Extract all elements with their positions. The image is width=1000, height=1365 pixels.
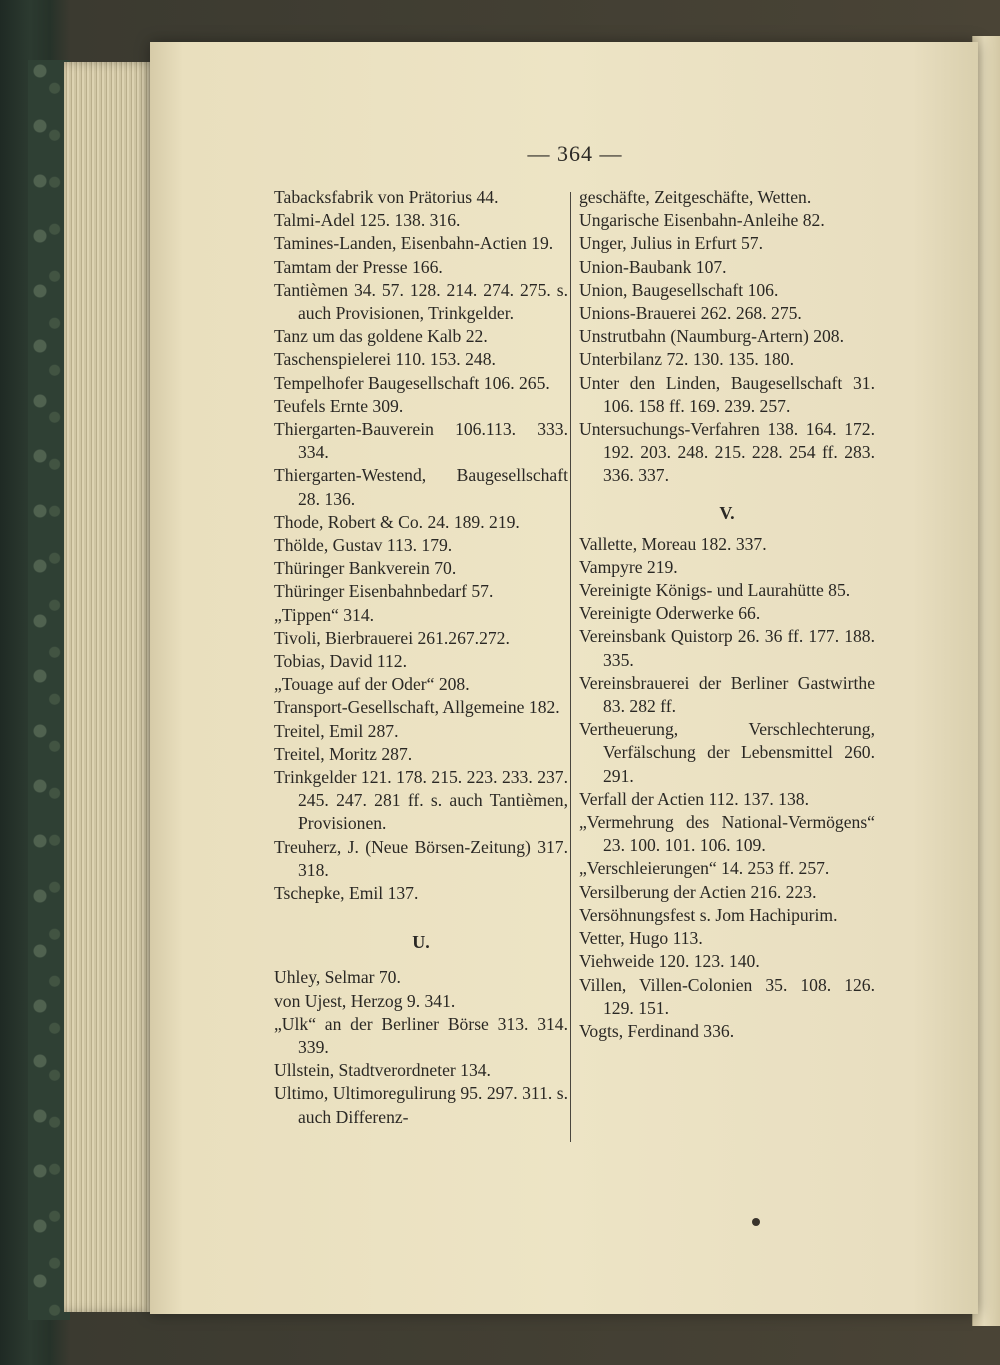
index-column-right — [579, 186, 875, 1043]
index-entry: Thiergarten-Bauverein 106.113. 333. 334. — [274, 419, 568, 463]
index-entry: Tschepke, Emil 137. — [274, 883, 419, 904]
section-heading-v: V. — [719, 502, 735, 523]
index-entry: Thüringer Bankverein 70. — [274, 558, 457, 579]
index-entry: Treitel, Emil 287. — [274, 720, 399, 741]
index-entry: Taschenspielerei 110. 153. 248. — [274, 349, 496, 370]
index-entry: Tempelhofer Baugesellschaft 106. 265. — [274, 372, 550, 393]
index-entry: Viehweide 120. 123. 140. — [579, 951, 760, 972]
entries-section-v — [579, 533, 875, 1043]
index-entry: Thüringer Eisenbahnbedarf 57. — [274, 581, 494, 602]
index-entry: Thölde, Gustav 113. 179. — [274, 535, 453, 556]
index-entry: Tivoli, Bierbrauerei 261.267.272. — [274, 627, 510, 648]
index-entry: Vampyre 219. — [579, 556, 678, 577]
entries-section-t — [274, 186, 568, 905]
index-entry: Transport-Gesellschaft, Allgemeine 182. — [274, 697, 560, 718]
index-entry: Treitel, Moritz 287. — [274, 743, 413, 764]
index-entry: Tobias, David 112. — [274, 651, 407, 672]
index-entry: „Touage auf der Oder“ 208. — [274, 674, 470, 695]
index-entry: Unterbilanz 72. 130. 135. 180. — [579, 349, 794, 370]
column-divider — [570, 192, 571, 1142]
index-entry: Vetter, Hugo 113. — [579, 928, 703, 949]
index-entry: Villen, Villen-Colonien 35. 108. 126. 129. 151. — [579, 974, 875, 1018]
index-entry: Tamtam der Presse 166. — [274, 256, 443, 277]
index-entry: Treuherz, J. (Neue Börsen-Zeitung) 317. 318. — [274, 836, 568, 880]
index-entry: Thode, Robert & Co. 24. 189. 219. — [274, 511, 520, 532]
index-entry: Ungarische Eisenbahn-Anleihe 82. — [579, 210, 825, 231]
index-entry: Unions-Brauerei 262. 268. 275. — [579, 303, 802, 324]
index-entry: Versöhnungsfest s. Jom Hachipurim. — [579, 904, 838, 925]
index-entry: Versilberung der Actien 216. 223. — [579, 881, 817, 902]
index-entry: Trinkgelder 121. 178. 215. 223. 233. 237. 245. 247. 281 ff. s. auch Tantièmen, Provisionen. — [274, 767, 568, 834]
index-entry: von Ujest, Herzog 9. 341. — [274, 990, 456, 1011]
index-entry: Vereinsbrauerei der Berliner Gastwirthe 83. 282 ff. — [579, 672, 875, 717]
index-entry: Unstrutbahn (Naumburg-Artern) 208. — [579, 326, 844, 347]
entries-section-u-continued — [579, 186, 875, 488]
index-entry: Unger, Julius in Erfurt 57. — [579, 233, 764, 254]
index-entry: Tanz um das goldene Kalb 22. — [274, 326, 488, 347]
index-entry: Vallette, Moreau 182. 337. — [579, 533, 767, 554]
index-entry: Tamines-Landen, Eisenbahn-Actien 19. — [274, 233, 554, 254]
index-entry: Ultimo, Ultimoregulirung 95. 297. 311. s. auch Differenz- — [274, 1083, 568, 1127]
index-entry: Tabacksfabrik von Prätorius 44. — [274, 187, 499, 207]
index-entry: „Vermehrung des National-Vermögens“ 23. 100. 101. 106. 109. — [579, 812, 875, 856]
index-entry: Vereinigte Oderwerke 66. — [579, 603, 761, 624]
section-heading-u: U. — [412, 932, 430, 953]
index-entry: Untersuchungs-Verfahren 138. 164. 172. 192. 203. 248. 215. 228. 254 ff. 283. 336. 337. — [579, 419, 875, 486]
page-number: — 364 — — [527, 141, 623, 166]
index-entry: „Tippen“ 314. — [274, 604, 375, 625]
index-entry: Vogts, Ferdinand 336. — [579, 1020, 735, 1041]
index-entry: Vereinigte Königs- und Laurahütte 85. — [579, 580, 851, 601]
index-entry: Unter den Linden, Baugesellschaft 31. 106. 158 ff. 169. 239. 257. — [579, 372, 875, 416]
index-entry: Union-Baubank 107. — [579, 256, 727, 277]
index-entry: „Ulk“ an der Berliner Börse 313. 314. 339. — [274, 1013, 568, 1057]
index-entry: Ullstein, Stadtverordneter 134. — [274, 1060, 491, 1081]
index-entry: geschäfte, Zeitgeschäfte, Wetten. — [579, 187, 812, 207]
index-entry: Thiergarten-Westend, Baugesellschaft 28. 136. — [274, 465, 568, 509]
page-edges — [64, 62, 156, 1312]
index-entry: Teufels Ernte 309. — [274, 395, 404, 416]
index-entry: Vereinsbank Quistorp 26. 36 ff. 177. 188. 335. — [579, 626, 875, 670]
entries-section-u — [274, 966, 568, 1128]
index-entry: Uhley, Selmar 70. — [274, 967, 401, 988]
index-entry: „Verschleierungen“ 14. 253 ff. 257. — [579, 858, 830, 879]
index-entry: Union, Baugesellschaft 106. — [579, 279, 779, 300]
index-entry: Vertheuerung, Verschlechterung, Verfälschung der Lebensmittel 260. 291. — [579, 719, 875, 786]
index-entry: Tantièmen 34. 57. 128. 214. 274. 275. s. auch Provisionen, Trinkgelder. — [274, 279, 568, 324]
index-entry: Verfall der Actien 112. 137. 138. — [579, 788, 809, 809]
index-entry: Talmi-Adel 125. 138. 316. — [274, 210, 461, 231]
ornament-dot — [752, 1218, 760, 1226]
index-column-left — [274, 186, 568, 1129]
